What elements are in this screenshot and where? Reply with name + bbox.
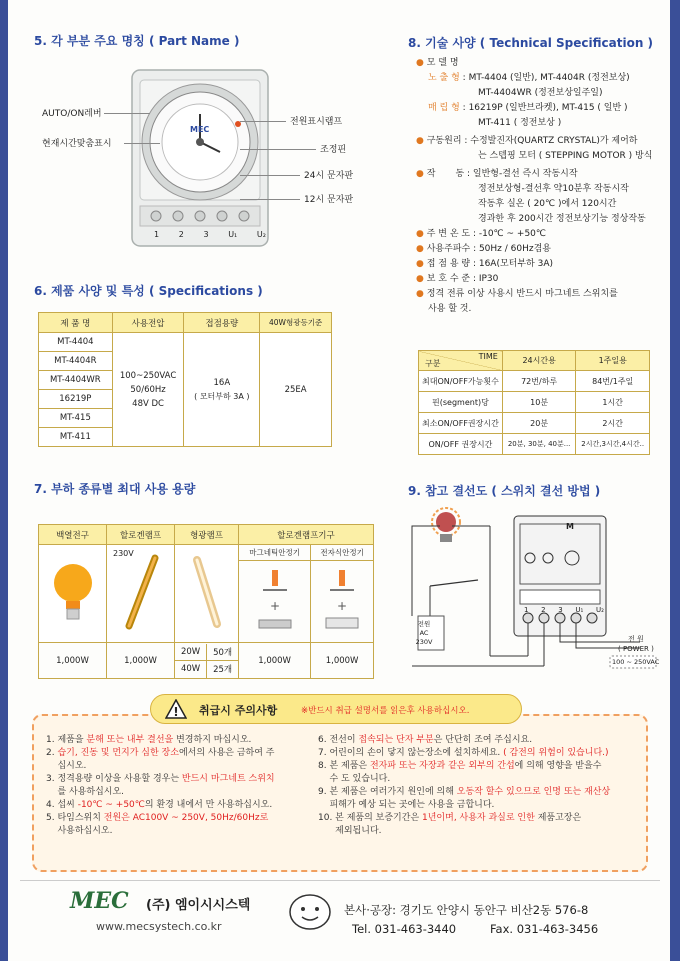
- label-knob: 조정핀: [320, 145, 347, 155]
- caution-item: [318, 760, 648, 773]
- wiring-diagram: [404, 506, 660, 682]
- incandescent-cell: [39, 545, 107, 643]
- caution-text: 에 의해 영향을 받을수: [514, 761, 602, 771]
- spec-model: 16219P: [39, 390, 113, 409]
- spec-model: MT-411: [39, 428, 113, 447]
- tech-drive-label: 구동원리: [426, 136, 462, 146]
- tech-warning: ● 정격 전류 이상 사용시 반드시 마그네트 스위치를: [416, 289, 618, 299]
- time-header-24h: 24시간용: [502, 351, 576, 371]
- tech-drive: ● 구동원리 : 수정발진자(QUARTZ CRYSTAL)가 제어하: [416, 136, 638, 146]
- fluor-count: 50개: [207, 644, 238, 661]
- svg-text:!: !: [173, 705, 179, 719]
- tech-freq: ● 사용주파수 : 50Hz / 60Hz겸용: [416, 244, 551, 254]
- spec-voltage-line: 100~250VAC: [119, 370, 177, 381]
- footer-website[interactable]: www.mecsystech.co.kr: [96, 920, 222, 933]
- spec-capacity: [184, 333, 260, 447]
- caution-highlight: 전원은 AC100V ~ 250V, 50Hz/60Hz로: [103, 813, 269, 823]
- load-value-halogen: 1,000W: [107, 643, 175, 679]
- spec-table: [38, 312, 332, 447]
- time-row-label: ON/OFF 권장시간: [419, 434, 503, 455]
- wiring-terminal-labels: 1 2 3 U₁ U₂: [524, 606, 604, 614]
- time-cell: 72번/하루: [502, 371, 576, 392]
- device-terminal-2: 2: [178, 230, 184, 239]
- tech-model-label: 모 델 명: [426, 58, 459, 68]
- load-header-incandescent: 백열전구: [39, 525, 107, 545]
- caution-highlight: 오동작 할수 있으므로 인명 또는 재산상: [456, 787, 611, 797]
- bulb-icon: [51, 553, 95, 631]
- caution-text: 6. 전선이: [318, 735, 359, 745]
- label-auto-on-lever: AUTO/ON레버: [42, 109, 102, 119]
- tech-model: ● 모 델 명: [416, 58, 459, 68]
- caution-item: [46, 812, 322, 825]
- tech-temp: ● 주 변 온 도 : -10℃ ~ +50℃: [416, 229, 547, 239]
- caution-item: [318, 799, 648, 812]
- time-row-label: 최소ON/OFF권장시간: [419, 413, 503, 434]
- load-header-halogen: 할로겐램프: [107, 525, 175, 545]
- spec-capacity-value: 16A: [213, 377, 231, 388]
- caution-item: [46, 760, 322, 773]
- caution-highlight: 반드시 마그네트 스위치: [181, 774, 275, 784]
- device-terminal-u2: U₂: [256, 230, 266, 239]
- caution-highlight: 접속되는 단자 부분: [358, 735, 434, 745]
- spec-model: MT-4404: [39, 333, 113, 352]
- tech-embedded: 매 립 형 : 16219P (일반브라켓), MT-415 ( 일반 ): [428, 103, 628, 113]
- tech-protect: ● 보 호 수 준 : IP30: [416, 274, 499, 284]
- section9-title: 9. 참고 결선도 ( 스위치 결선 방법 ): [408, 484, 601, 498]
- time-cell: 10분: [502, 392, 576, 413]
- footer-tel: Tel. 031-463-3440: [352, 922, 457, 936]
- electronic-fixture-cell: [311, 561, 374, 643]
- caution-item: [318, 825, 648, 838]
- page-edge-right: [670, 0, 680, 961]
- spec-voltage-line: 50/60Hz: [130, 384, 166, 395]
- caution-text: 의 환경 내에서 만 사용하십시오.: [144, 800, 273, 810]
- fluor-watt: 40W: [175, 661, 207, 678]
- time-cell: 84번/1주일: [576, 371, 650, 392]
- caution-text: 를 사용하십시오.: [46, 787, 125, 797]
- caution-highlight: 1년이며, 사용자 과실로 인한: [422, 813, 535, 823]
- tech-exposed-value: MT-4404 (일반), MT-4404R (정전보상): [468, 73, 630, 83]
- caution-subtitle: ※반드시 취급 설명서를 읽은후 사용하십시오.: [301, 706, 470, 716]
- caution-highlight: ( 감전의 위험이 있습니다.): [503, 748, 609, 758]
- motor-label: M: [566, 522, 574, 531]
- time-row-label: 최대ON/OFF가능횟수: [419, 371, 503, 392]
- caution-text: 9. 본 제품은 여러가지 원인에 의해: [318, 787, 457, 797]
- spec-model: MT-4404R: [39, 352, 113, 371]
- spec-model: MT-4404WR: [39, 371, 113, 390]
- caution-item: [46, 747, 322, 760]
- footer-address: 본사·공장: 경기도 안양시 동안구 비산2동 576-8: [344, 903, 589, 917]
- caution-item: [46, 773, 322, 786]
- caution-text: 8. 본 제품은: [318, 761, 370, 771]
- label-dial-12: 12시 문자판: [304, 195, 354, 205]
- tech-action-value: 일반형-결선 즉시 작동시작: [472, 169, 578, 179]
- page-edge-left: [0, 0, 8, 961]
- time-corner-top: TIME: [478, 352, 498, 361]
- tech-action-label: 작 동: [426, 169, 465, 179]
- caution-text: 사용하십시오.: [46, 826, 113, 836]
- caution-text: 2.: [46, 748, 58, 758]
- timer-device-illustration: [130, 64, 270, 250]
- tech-warning-cont: 사용 할 것.: [428, 304, 472, 314]
- fluor-count: 25개: [213, 665, 233, 676]
- load-sub-electronic: 전자식안정기: [311, 545, 374, 561]
- caution-text: 10. 본 제품의 보증기간은: [318, 813, 423, 823]
- time-cell: 1시간: [576, 392, 650, 413]
- caution-highlight: -10℃ ~ +50℃: [77, 800, 145, 810]
- tech-action-cont: 경과한 후 200시간 정전보상기능 정상작동: [478, 214, 646, 224]
- tech-drive-value: 수정발진자(QUARTZ CRYSTAL)가 제어하: [470, 136, 638, 146]
- mascot-face-icon: [286, 892, 334, 932]
- spec-header-voltage: 사용전압: [112, 313, 184, 333]
- caution-item: [318, 734, 648, 747]
- halogen-fixture-icon: [253, 564, 297, 636]
- spec-header-fluorescent: 40W형광등기준: [260, 313, 332, 333]
- tech-exposed-cont: MT-4404WR (정전보상일주일): [478, 88, 603, 98]
- tech-contact: ● 접 점 용 량 : 16A(모터부하 3A): [416, 259, 553, 269]
- time-corner-bottom: 구분: [425, 359, 441, 368]
- tech-action: ● 작 동 : 일반형-결선 즉시 작동시작: [416, 169, 578, 179]
- tech-embedded-label: 매 립 형: [428, 103, 460, 113]
- footer-divider: [20, 880, 660, 881]
- halogen-cell: [107, 545, 175, 643]
- section5-title: 5. 각 부분 주요 명칭 ( Part Name ): [34, 34, 240, 48]
- section6-title: 6. 제품 사양 및 특성 ( Specifications ): [34, 284, 263, 298]
- source-label: 전원 AC 230V: [415, 620, 433, 646]
- time-cell: 2시간: [576, 413, 650, 434]
- caution-title: 취급시 주의사항: [199, 704, 278, 717]
- caution-highlight: 전자파 또는 자장과 같은 외부의 간섭: [369, 761, 515, 771]
- section7-title: 7. 부하 종류별 최대 사용 용량: [34, 482, 196, 496]
- caution-item: [318, 786, 648, 799]
- spec-header-model: 제 품 명: [39, 313, 113, 333]
- svg-text:+: +: [269, 599, 280, 613]
- caution-highlight: 분해 또는 내부 결선을: [86, 735, 174, 745]
- spec-model: MT-415: [39, 409, 113, 428]
- warning-icon: [165, 699, 187, 719]
- clock-brand: MEC: [190, 125, 210, 134]
- caution-text: 제외됩니다.: [318, 826, 382, 836]
- caution-list-right: [318, 734, 648, 838]
- spec-voltage: [112, 333, 184, 447]
- tech-action-cont: 작동후 실온 ( 20℃ )에서 120시간: [478, 199, 617, 209]
- time-cell: 20분, 30분, 40분...: [502, 434, 576, 455]
- spec-voltage-line: 48V DC: [132, 398, 164, 409]
- caution-list-left: [46, 734, 322, 838]
- fluorescent-tube-icon: [187, 552, 227, 632]
- time-row-label: 핀(segment)당: [419, 392, 503, 413]
- tech-exposed-label: 노 출 형: [428, 73, 460, 83]
- label-current-time: 현재시간맞춤표시: [42, 139, 112, 149]
- caution-item: [46, 799, 322, 812]
- time-cell: 20분: [502, 413, 576, 434]
- device-terminal-1: 1: [154, 230, 160, 239]
- load-header-fluorescent: 형광램프: [175, 525, 239, 545]
- load-sub-magnetic: 마그네틱안정기: [239, 545, 311, 561]
- load-value-electronic: 1,000W: [311, 643, 374, 679]
- spec-capacity-note: ( 모터부하 3A ): [194, 391, 250, 401]
- time-table-corner: [419, 351, 503, 371]
- device-terminal-labels: [150, 230, 270, 239]
- caution-item: [318, 812, 648, 825]
- halogen-lamp-icon: [121, 552, 161, 632]
- caution-item: [46, 825, 322, 838]
- load-value-magnetic: 1,000W: [239, 643, 311, 679]
- magnetic-fixture-cell: [239, 561, 311, 643]
- spec-header-capacity: 접점용량: [184, 313, 260, 333]
- fluor-watt: 20W: [175, 644, 207, 661]
- halogen-voltage: 230V: [113, 549, 134, 558]
- caution-text: 5. 타임스위치: [46, 813, 104, 823]
- power-label: 전 원 ( POWER ): [618, 635, 654, 653]
- time-cell: 2시간,3시간,4시간..: [576, 434, 650, 455]
- tech-exposed: 노 출 형 : MT-4404 (일반), MT-4404R (정전보상): [428, 73, 630, 83]
- tech-drive-cont: 는 스텝핑 모터 ( STEPPING MOTOR ) 방식: [478, 151, 653, 161]
- caution-item: [318, 773, 648, 786]
- tech-embedded-value: 16219P (일반브라켓), MT-415 ( 일반 ): [468, 103, 628, 113]
- load-header-halogen-fixture: 할로겐램프기구: [239, 525, 374, 545]
- caution-text: 4. 섭씨: [46, 800, 78, 810]
- load-value-fluorescent: [175, 643, 239, 679]
- device-terminal-u1: U₁: [228, 230, 238, 239]
- caution-text: 피해가 예상 되는 곳에는 사용을 금합니다.: [318, 800, 495, 810]
- label-power-lamp: 전원표시램프: [290, 117, 343, 127]
- caution-header: [150, 694, 522, 724]
- tech-embedded-cont: MT-411 ( 정전보상 ): [478, 118, 562, 128]
- time-header-week: 1주일용: [576, 351, 650, 371]
- caution-text: 십시오.: [46, 761, 87, 771]
- device-terminal-3: 3: [203, 230, 209, 239]
- load-table: [38, 524, 374, 679]
- halogen-fixture-icon: [320, 564, 364, 636]
- fluorescent-cell: [175, 545, 239, 643]
- caution-item: [318, 747, 648, 760]
- caution-text: 변경하지 마십시오.: [173, 735, 252, 745]
- caution-text: 7. 어린이의 손이 닿지 않는장소에 설치하세요.: [318, 748, 504, 758]
- power-range: 100 ~ 250VAC: [612, 658, 660, 666]
- spec-fluorescent: 25EA: [260, 333, 332, 447]
- caution-item: [46, 734, 322, 747]
- caution-text: 제품고장은: [534, 813, 582, 823]
- caution-text: 3. 정격용량 이상을 사용할 경우는: [46, 774, 182, 784]
- footer-company: (주) 엠이시시스텍: [146, 898, 251, 913]
- section8-title: 8. 기술 사양 ( Technical Specification ): [408, 36, 654, 50]
- tech-spec-list: [416, 56, 652, 317]
- caution-text: 1. 제품을: [46, 735, 87, 745]
- svg-text:+: +: [337, 599, 348, 613]
- footer-fax: Fax. 031-463-3456: [490, 922, 599, 936]
- caution-item: [46, 786, 322, 799]
- load-value-incandescent: 1,000W: [39, 643, 107, 679]
- tech-action-cont: 정전보상형-결선후 약10분후 작동시작: [478, 184, 629, 194]
- time-table: [418, 350, 650, 455]
- label-dial-24: 24시 문자판: [304, 171, 354, 181]
- caution-text: 수 도 있습니다.: [318, 774, 391, 784]
- caution-highlight: 습기, 진동 및 먼지가 심한 장소: [57, 748, 179, 758]
- caution-text: 은 단단히 조여 주십시요.: [433, 735, 533, 745]
- caution-text: 에서의 사용은 금하여 주: [178, 748, 275, 758]
- footer-brand: MEC: [70, 888, 129, 914]
